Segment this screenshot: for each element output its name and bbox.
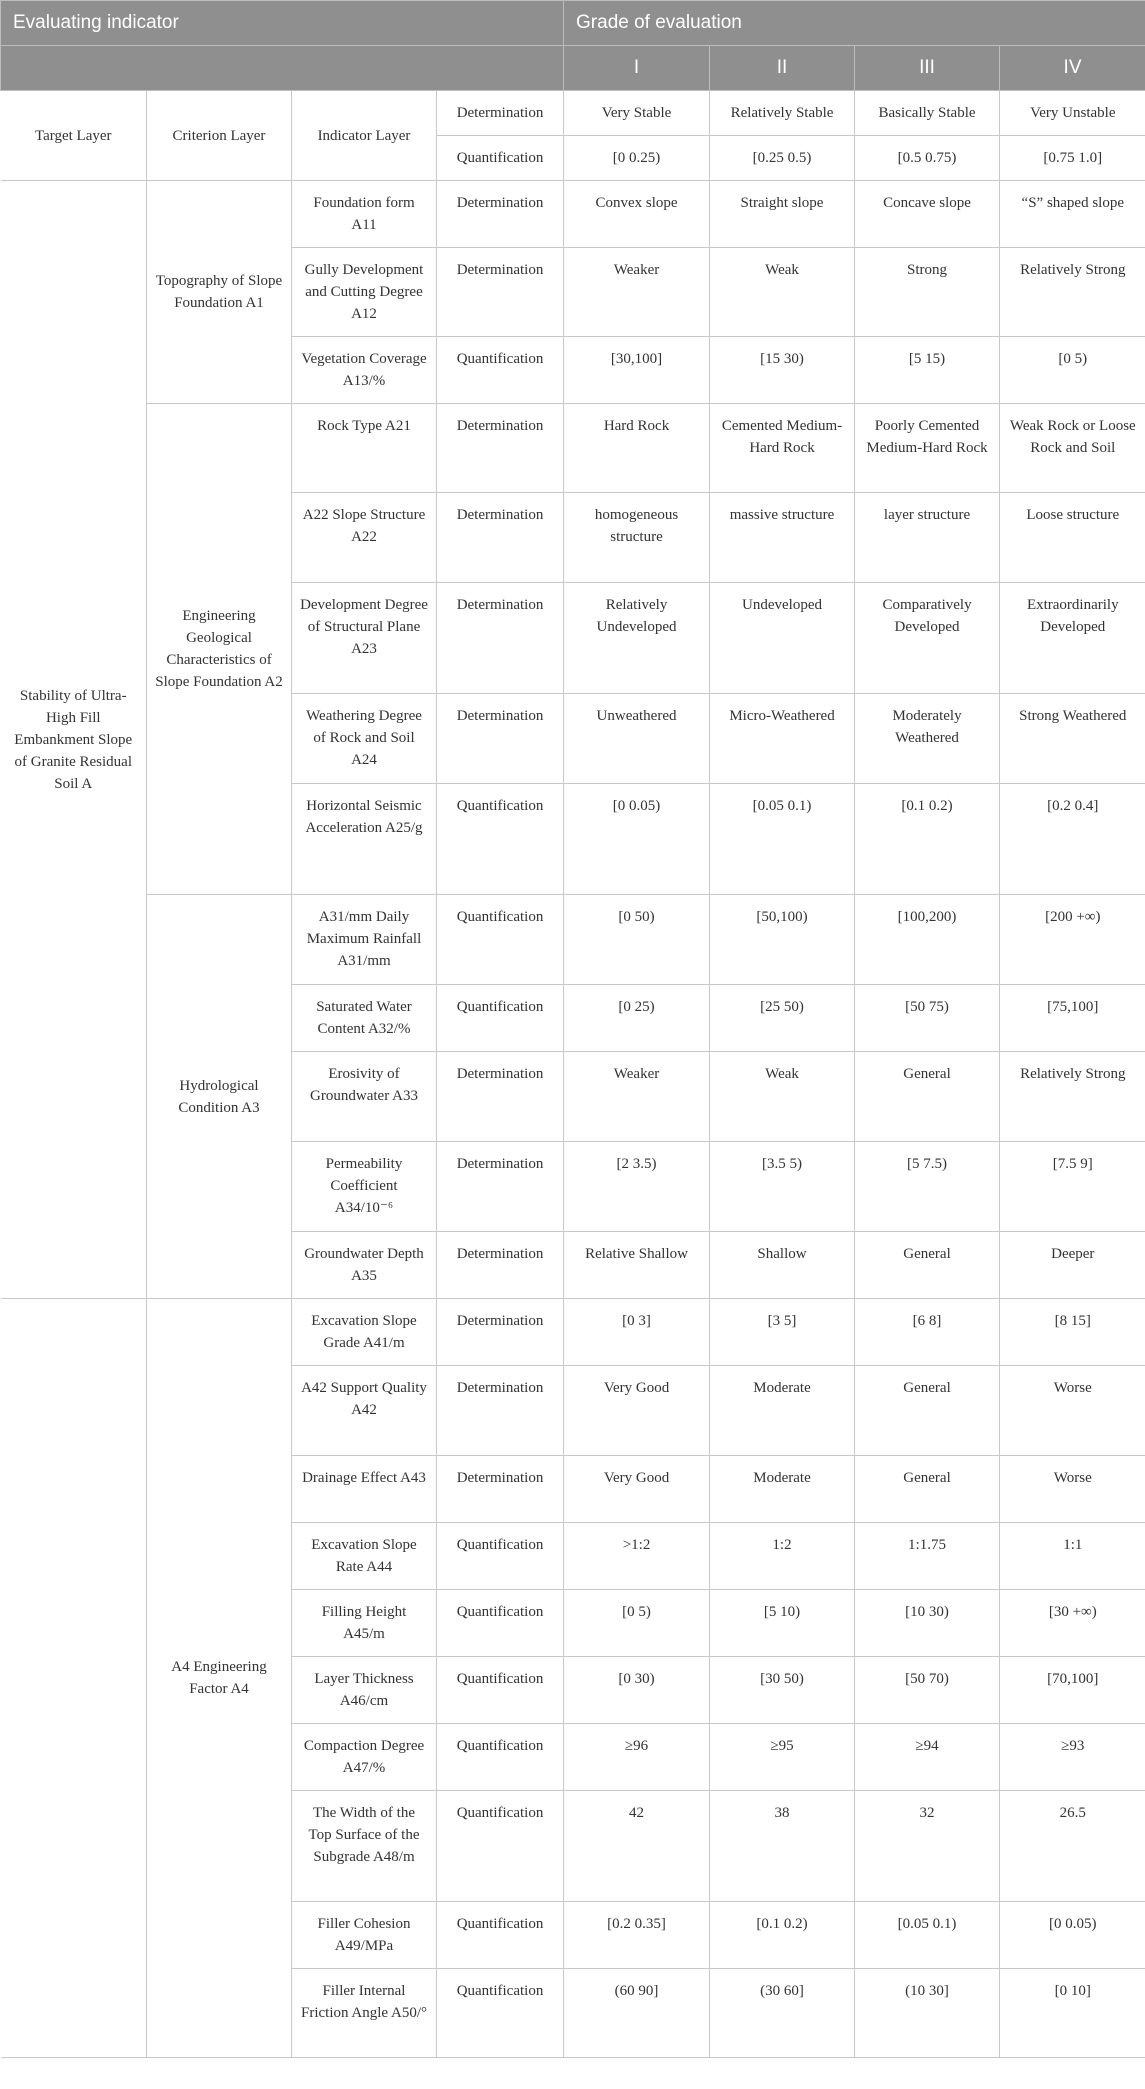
method-cell: Quantification <box>437 1657 564 1724</box>
grade-cell: Micro-Weathered <box>710 694 855 784</box>
grade-cell: Weak <box>710 248 855 337</box>
grade-cell: General <box>855 1232 1000 1299</box>
indicator-cell: Gully Development and Cutting Degree A12 <box>292 248 437 337</box>
grade-cell: Relatively Stable <box>710 91 855 136</box>
grade-cell: Very Stable <box>564 91 710 136</box>
method-cell: Quantification <box>437 1791 564 1902</box>
indicator-cell: Foundation form A11 <box>292 181 437 248</box>
indicator-cell: Excavation Slope Rate A44 <box>292 1523 437 1590</box>
method-cell: Determination <box>437 1456 564 1523</box>
indicator-cell: Weathering Degree of Rock and Soil A24 <box>292 694 437 784</box>
grade-cell: [0 3] <box>564 1299 710 1366</box>
criterion-cell: Hydrological Condition A3 <box>147 895 292 1299</box>
grade-cell: homogeneous structure <box>564 493 710 583</box>
grade-cell: [15 30) <box>710 337 855 404</box>
criterion-cell: Engineering Geological Characteristics of Slope Foundation A2 <box>147 404 292 895</box>
grade-cell: Relative Shallow <box>564 1232 710 1299</box>
grade-header: III <box>855 46 1000 91</box>
grade-cell: [0 5) <box>1000 337 1145 404</box>
grade-cell: 1:2 <box>710 1523 855 1590</box>
method-cell: Determination <box>437 583 564 694</box>
grade-cell: Weaker <box>564 1052 710 1142</box>
grade-cell: Strong Weathered <box>1000 694 1145 784</box>
grade-cell: [0.25 0.5) <box>710 136 855 181</box>
method-cell: Determination <box>437 694 564 784</box>
grade-cell: Deeper <box>1000 1232 1145 1299</box>
grade-cell: [0 0.05) <box>1000 1902 1145 1969</box>
indicator-cell: Drainage Effect A43 <box>292 1456 437 1523</box>
grade-cell: Relatively Undeveloped <box>564 583 710 694</box>
indicator-cell: Filler Internal Friction Angle A50/° <box>292 1969 437 2058</box>
grade-cell: Hard Rock <box>564 404 710 493</box>
grade-cell: [100,200) <box>855 895 1000 985</box>
method-cell: Quantification <box>437 1902 564 1969</box>
grade-cell: Weaker <box>564 248 710 337</box>
grade-cell: 1:1.75 <box>855 1523 1000 1590</box>
grade-cell: 42 <box>564 1791 710 1902</box>
grade-cell: [0.05 0.1) <box>855 1902 1000 1969</box>
indicator-cell: Saturated Water Content A32/% <box>292 985 437 1052</box>
indicator-cell: Layer Thickness A46/cm <box>292 1657 437 1724</box>
grade-header: I <box>564 46 710 91</box>
header-grade-of-evaluation: Grade of evaluation <box>564 1 1145 46</box>
grade-cell: General <box>855 1366 1000 1456</box>
grade-cell: General <box>855 1052 1000 1142</box>
grade-cell: 32 <box>855 1791 1000 1902</box>
grade-cell: [5 7.5) <box>855 1142 1000 1232</box>
grade-cell: [30 50) <box>710 1657 855 1724</box>
grade-cell: [5 10) <box>710 1590 855 1657</box>
grade-cell: [0.1 0.2) <box>710 1902 855 1969</box>
grade-cell: Shallow <box>710 1232 855 1299</box>
method-cell: Determination <box>437 181 564 248</box>
grade-cell: Loose structure <box>1000 493 1145 583</box>
method-cell: Determination <box>437 248 564 337</box>
grade-cell: [0 0.25) <box>564 136 710 181</box>
grade-cell: [3 5] <box>710 1299 855 1366</box>
grade-cell: [200 +∞) <box>1000 895 1145 985</box>
method-cell: Quantification <box>437 1590 564 1657</box>
indicator-layer-label: Indicator Layer <box>292 91 437 181</box>
grade-cell: [30 +∞) <box>1000 1590 1145 1657</box>
grade-cell: Extraordinarily Developed <box>1000 583 1145 694</box>
grade-cell: 1:1 <box>1000 1523 1145 1590</box>
method-cell: Determination <box>437 1142 564 1232</box>
indicator-cell: Compaction Degree A47/% <box>292 1724 437 1791</box>
method-cell: Determination <box>437 1366 564 1456</box>
grade-cell: Basically Stable <box>855 91 1000 136</box>
method-cell: Determination <box>437 1299 564 1366</box>
grade-cell: [0.05 0.1) <box>710 784 855 895</box>
grade-cell: Convex slope <box>564 181 710 248</box>
grade-cell: Weak Rock or Loose Rock and Soil <box>1000 404 1145 493</box>
grade-cell: [70,100] <box>1000 1657 1145 1724</box>
grade-cell: Moderate <box>710 1456 855 1523</box>
method-cell: Determination <box>437 91 564 136</box>
grade-cell: Moderately Weathered <box>855 694 1000 784</box>
method-cell: Quantification <box>437 1969 564 2058</box>
grade-cell: [0 25) <box>564 985 710 1052</box>
grade-cell: Unweathered <box>564 694 710 784</box>
grade-cell: 26.5 <box>1000 1791 1145 1902</box>
method-cell: Quantification <box>437 985 564 1052</box>
grade-cell: >1:2 <box>564 1523 710 1590</box>
grade-cell: [5 15) <box>855 337 1000 404</box>
target-layer-label: Target Layer <box>1 91 147 181</box>
grade-cell: Concave slope <box>855 181 1000 248</box>
grade-cell: [7.5 9] <box>1000 1142 1145 1232</box>
indicator-cell: Groundwater Depth A35 <box>292 1232 437 1299</box>
grade-cell: Worse <box>1000 1456 1145 1523</box>
target-a-cell: Stability of Ultra-High Fill Embankment Slope of Granite Residual Soil A <box>1 181 147 1299</box>
grade-header: IV <box>1000 46 1145 91</box>
method-cell: Quantification <box>437 895 564 985</box>
indicator-cell: Filler Cohesion A49/MPa <box>292 1902 437 1969</box>
grade-cell: [50 75) <box>855 985 1000 1052</box>
indicator-cell: Excavation Slope Grade A41/m <box>292 1299 437 1366</box>
grade-cell: [3.5 5) <box>710 1142 855 1232</box>
indicator-cell: Development Degree of Structural Plane A23 <box>292 583 437 694</box>
grade-cell: Cemented Medium-Hard Rock <box>710 404 855 493</box>
grade-cell: [25 50) <box>710 985 855 1052</box>
grade-cell: [0 0.05) <box>564 784 710 895</box>
method-cell: Determination <box>437 1052 564 1142</box>
indicator-cell: Permeability Coefficient A34/10⁻⁶ <box>292 1142 437 1232</box>
target-blank-cell <box>1 1299 147 2058</box>
method-cell: Quantification <box>437 1724 564 1791</box>
indicator-cell: Vegetation Coverage A13/% <box>292 337 437 404</box>
method-cell: Determination <box>437 404 564 493</box>
grade-cell: [0.2 0.35] <box>564 1902 710 1969</box>
grade-cell: [50,100) <box>710 895 855 985</box>
indicator-cell: A31/mm Daily Maximum Rainfall A31/mm <box>292 895 437 985</box>
method-cell: Quantification <box>437 784 564 895</box>
grade-cell: “S” shaped slope <box>1000 181 1145 248</box>
grade-cell: [50 70) <box>855 1657 1000 1724</box>
header-spacer <box>1 46 564 91</box>
grade-cell: [0 10] <box>1000 1969 1145 2058</box>
grade-cell: [6 8] <box>855 1299 1000 1366</box>
grade-cell: [0.1 0.2) <box>855 784 1000 895</box>
grade-cell: [0.75 1.0] <box>1000 136 1145 181</box>
grade-cell: [0 30) <box>564 1657 710 1724</box>
grade-cell: 38 <box>710 1791 855 1902</box>
grade-cell: [75,100] <box>1000 985 1145 1052</box>
grade-cell: General <box>855 1456 1000 1523</box>
grade-cell: ≥93 <box>1000 1724 1145 1791</box>
indicator-cell: The Width of the Top Surface of the Subgrade A48/m <box>292 1791 437 1902</box>
method-cell: Quantification <box>437 337 564 404</box>
grade-cell: (30 60] <box>710 1969 855 2058</box>
grade-cell: [8 15] <box>1000 1299 1145 1366</box>
grade-cell: [2 3.5) <box>564 1142 710 1232</box>
grade-header: II <box>710 46 855 91</box>
grade-cell: ≥95 <box>710 1724 855 1791</box>
grade-cell: [0.2 0.4] <box>1000 784 1145 895</box>
grade-cell: Poorly Cemented Medium-Hard Rock <box>855 404 1000 493</box>
grade-cell: [0 50) <box>564 895 710 985</box>
method-cell: Determination <box>437 1232 564 1299</box>
grade-cell: (60 90] <box>564 1969 710 2058</box>
grade-cell: Very Good <box>564 1456 710 1523</box>
grade-cell: [10 30) <box>855 1590 1000 1657</box>
indicator-cell: Horizontal Seismic Acceleration A25/g <box>292 784 437 895</box>
grade-cell: Undeveloped <box>710 583 855 694</box>
grade-cell: Relatively Strong <box>1000 248 1145 337</box>
grade-cell: [0 5) <box>564 1590 710 1657</box>
grade-cell: Strong <box>855 248 1000 337</box>
method-cell: Quantification <box>437 1523 564 1590</box>
grade-cell: Relatively Strong <box>1000 1052 1145 1142</box>
indicator-cell: A22 Slope Structure A22 <box>292 493 437 583</box>
indicator-cell: Filling Height A45/m <box>292 1590 437 1657</box>
criterion-cell: A4 Engineering Factor A4 <box>147 1299 292 2058</box>
indicator-cell: A42 Support Quality A42 <box>292 1366 437 1456</box>
grade-cell: Very Good <box>564 1366 710 1456</box>
criterion-layer-label: Criterion Layer <box>147 91 292 181</box>
grade-cell: Very Unstable <box>1000 91 1145 136</box>
grade-cell: massive structure <box>710 493 855 583</box>
grade-cell: Straight slope <box>710 181 855 248</box>
header-evaluating-indicator: Evaluating indicator <box>1 1 564 46</box>
grade-cell: Comparatively Developed <box>855 583 1000 694</box>
grade-cell: ≥94 <box>855 1724 1000 1791</box>
criterion-cell: Topography of Slope Foundation A1 <box>147 181 292 404</box>
grade-cell: Worse <box>1000 1366 1145 1456</box>
grade-cell: (10 30] <box>855 1969 1000 2058</box>
grade-cell: ≥96 <box>564 1724 710 1791</box>
indicator-cell: Rock Type A21 <box>292 404 437 493</box>
indicator-cell: Erosivity of Groundwater A33 <box>292 1052 437 1142</box>
method-cell: Determination <box>437 493 564 583</box>
grade-cell: Weak <box>710 1052 855 1142</box>
method-cell: Quantification <box>437 136 564 181</box>
grade-cell: [0.5 0.75) <box>855 136 1000 181</box>
grade-cell: Moderate <box>710 1366 855 1456</box>
grade-cell: layer structure <box>855 493 1000 583</box>
grade-cell: [30,100] <box>564 337 710 404</box>
